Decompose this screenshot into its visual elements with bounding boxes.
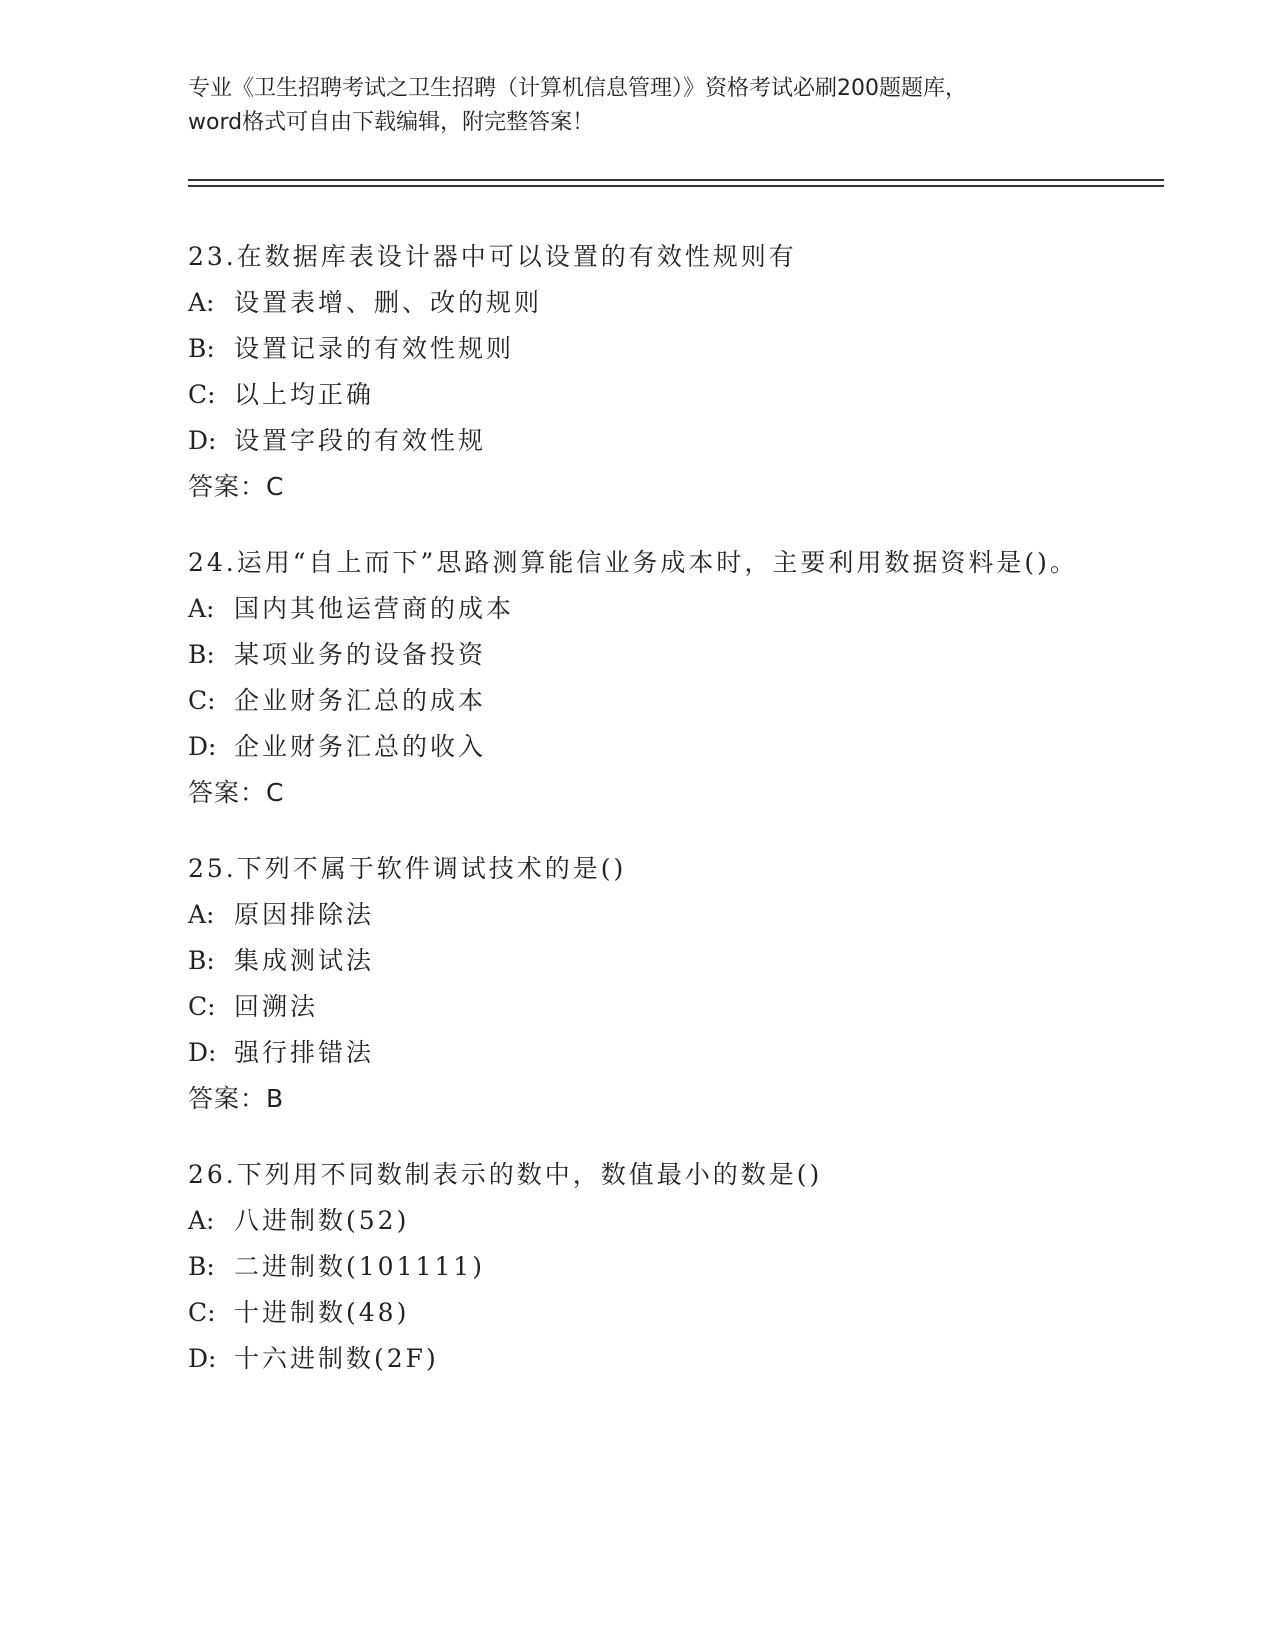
question-list: [188, 234, 1088, 1412]
option-text: 集成测试法: [234, 946, 375, 975]
question-24: [188, 540, 1088, 816]
option-c: [188, 678, 1088, 724]
option-a: [188, 280, 1088, 326]
option-a: [188, 586, 1088, 632]
option-b: [188, 326, 1088, 372]
option-text: 设置表增、删、改的规则: [234, 288, 543, 317]
option-letter: B:: [188, 1252, 215, 1281]
option-letter: C:: [188, 686, 216, 715]
answer-value: B: [266, 1084, 285, 1113]
answer-line: [188, 1076, 1088, 1122]
option-text: 十六进制数(2F): [234, 1344, 439, 1373]
option-text: 设置字段的有效性规: [234, 426, 487, 455]
option-d: [188, 724, 1088, 770]
option-letter: B:: [188, 334, 215, 363]
option-b: [188, 938, 1088, 984]
option-c: [188, 372, 1088, 418]
option-d: [188, 418, 1088, 464]
option-letter: A:: [188, 288, 215, 317]
option-letter: B:: [188, 946, 215, 975]
option-letter: D:: [188, 1344, 217, 1373]
option-letter: D:: [188, 732, 217, 761]
option-text: 二进制数(101111): [234, 1252, 485, 1281]
option-text: 强行排错法: [234, 1038, 375, 1067]
option-text: 回溯法: [234, 992, 319, 1021]
option-b: [188, 632, 1088, 678]
answer-label: 答案：: [188, 778, 267, 807]
option-b: [188, 1244, 1088, 1290]
question-26: [188, 1152, 1088, 1382]
question-stem: 26.下列用不同数制表示的数中，数值最小的数是(): [188, 1160, 823, 1189]
answer-line: [188, 770, 1088, 816]
option-text: 设置记录的有效性规则: [234, 334, 515, 363]
option-c: [188, 984, 1088, 1030]
option-letter: C:: [188, 1298, 216, 1327]
answer-value: C: [266, 472, 285, 501]
option-text: 企业财务汇总的收入: [234, 732, 487, 761]
answer-label: 答案：: [188, 472, 267, 501]
option-letter: B:: [188, 640, 215, 669]
option-text: 以上均正确: [234, 380, 375, 409]
option-d: [188, 1336, 1088, 1382]
question-stem: 23.在数据库表设计器中可以设置的有效性规则有: [188, 242, 797, 271]
option-letter: A:: [188, 1206, 215, 1235]
option-text: 十进制数(48): [234, 1298, 410, 1327]
question-23: [188, 234, 1088, 510]
option-a: [188, 892, 1088, 938]
option-c: [188, 1290, 1088, 1336]
option-letter: D:: [188, 426, 217, 455]
option-letter: A:: [188, 594, 215, 623]
document-header: [188, 72, 1108, 140]
header-divider-bottom: [188, 185, 1164, 187]
option-letter: C:: [188, 992, 216, 1021]
option-d: [188, 1030, 1088, 1076]
answer-line: [188, 464, 1088, 510]
header-divider-top: [188, 179, 1164, 181]
option-letter: C:: [188, 380, 216, 409]
option-text: 某项业务的设备投资: [234, 640, 487, 669]
option-letter: D:: [188, 1038, 217, 1067]
question-25: [188, 846, 1088, 1122]
option-text: 原因排除法: [234, 900, 375, 929]
answer-label: 答案：: [188, 1084, 267, 1113]
header-line-2: word格式可自由下载编辑，附完整答案！: [188, 110, 595, 135]
option-text: 国内其他运营商的成本: [234, 594, 515, 623]
question-stem: 24.运用“自上而下”思路测算能信业务成本时，主要利用数据资料是()。: [188, 548, 1078, 577]
option-text: 八进制数(52): [234, 1206, 410, 1235]
answer-value: C: [266, 778, 285, 807]
option-text: 企业财务汇总的成本: [234, 686, 487, 715]
option-a: [188, 1198, 1088, 1244]
option-letter: A:: [188, 900, 215, 929]
question-stem: 25.下列不属于软件调试技术的是(): [188, 854, 627, 883]
header-line-1: 专业《卫生招聘考试之卫生招聘（计算机信息管理）》资格考试必刷200题题库，: [188, 76, 967, 101]
